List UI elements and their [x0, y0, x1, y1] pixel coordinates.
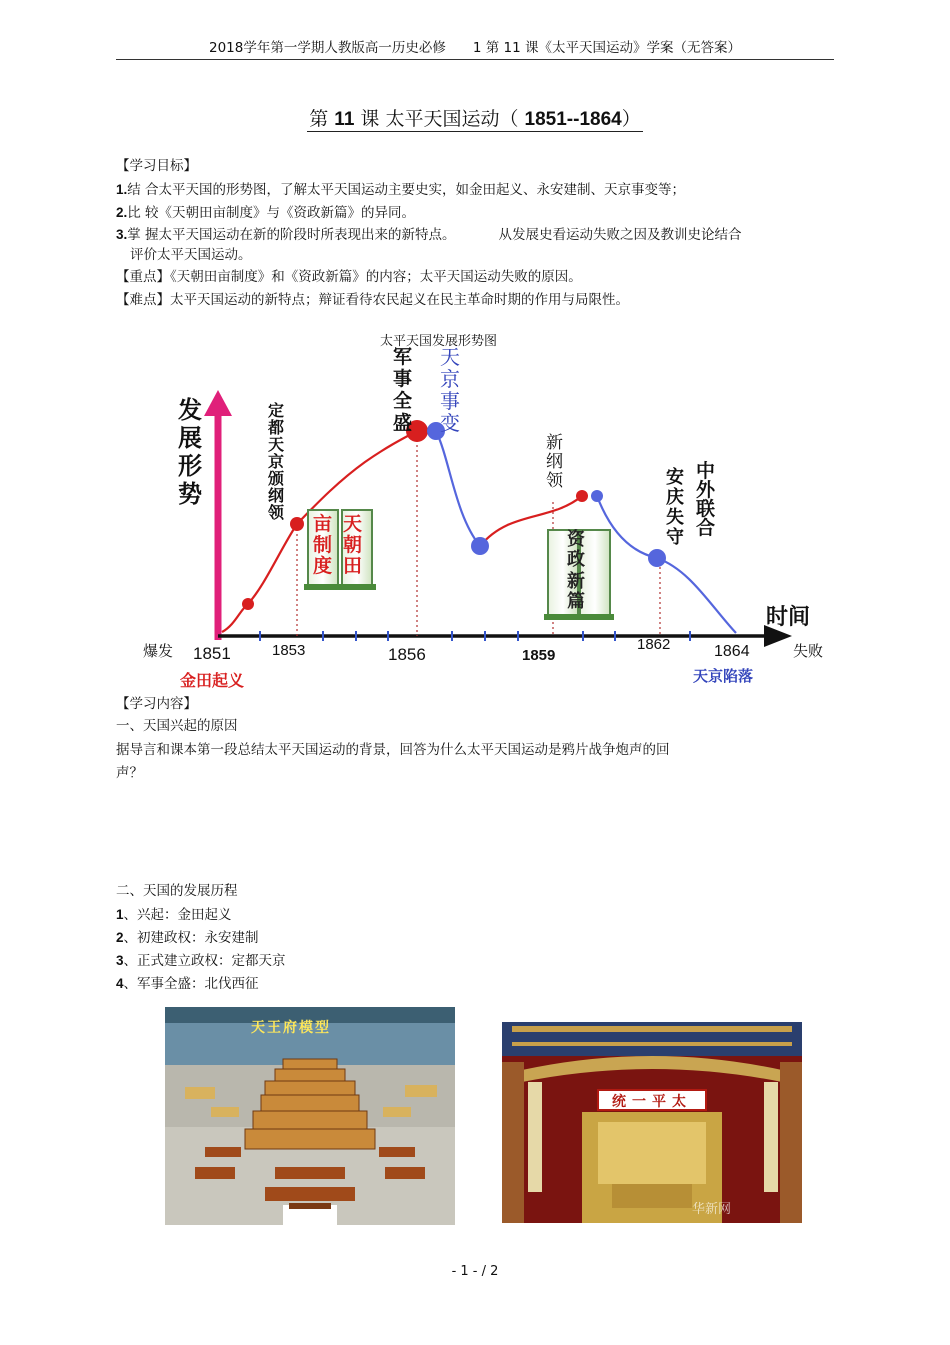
dot-new-program	[576, 490, 588, 502]
event-label-incident: 天京事变	[440, 345, 460, 435]
event-label-anqing: 安庆失守	[666, 467, 684, 548]
start-label: 爆发	[143, 642, 174, 660]
section-1-question: 据导言和课本第一段总结太平天国运动的背景，回答为什么太平天国运动是鸦片战争炮声的回	[116, 742, 670, 758]
x-tick-label: 1856	[388, 645, 426, 664]
book-label-zizheng-2: 新篇	[567, 571, 585, 612]
goal-item-1: 1.结 合太平天国的形势图，了解太平天国运动主要史实，如金田起义、永安建制、天京事变等；	[116, 182, 686, 198]
throne-photo	[502, 1022, 802, 1223]
x-tick-label: 1864	[714, 643, 750, 660]
page-header: 2018学年第一学期人教版高一历史必修 1 第 11 课《太平天国运动》学案（无答案）	[116, 36, 834, 60]
stage-item: 1、兴起：金田起义	[116, 907, 232, 923]
section-2-title: 二、天国的发展历程	[116, 883, 238, 899]
palace-model-photo	[165, 1007, 455, 1225]
event-label-jintian: 金田起义	[180, 671, 245, 690]
x-tick-label: 1862	[637, 636, 671, 653]
stage-item: 4、军事全盛：北伐西征	[116, 976, 259, 992]
key-points: 【重点】《天朝田亩制度》和《资政新篇》的内容；太平天国运动失败的原因。	[116, 269, 582, 285]
book-label-zizheng-1: 资政	[567, 529, 585, 570]
book-label-tianchao-1: 天朝田	[343, 513, 363, 577]
page-number: - 1 - / 2	[451, 1264, 499, 1279]
taiping-chart	[130, 340, 840, 690]
event-label-new-program: 新纲领	[546, 433, 563, 491]
chart-title: 太平天国发展形势图	[380, 334, 498, 349]
event-label-fall: 天京陷落	[693, 667, 754, 685]
lesson-title: 第 11 课 太平天国运动（ 1851--1864）	[309, 108, 641, 130]
stage-item: 3、正式建立政权：定都天京	[116, 953, 286, 969]
dot-jintian	[242, 598, 254, 610]
stage-item: 2、初建政权：永安建制	[116, 930, 259, 946]
event-label-alliance: 中外联合	[696, 460, 716, 539]
section-1-title: 一、天国兴起的原因	[116, 718, 238, 734]
event-label-dingdu: 定都天京颁纲领	[268, 401, 285, 522]
x-axis-label: 时间	[766, 605, 811, 630]
fall-curve-1	[436, 431, 480, 546]
photo-watermark: 华新网	[692, 1202, 732, 1217]
x-tick-label: 1851	[193, 644, 231, 663]
goal-item-2: 2.比 较《天朝田亩制度》与《资政新篇》的异同。	[116, 205, 416, 221]
content-heading: 【学习内容】	[116, 696, 197, 712]
y-axis-arrowhead	[204, 390, 232, 416]
event-label-quansheng: 军事全盛	[393, 346, 413, 434]
section-1-question-cont: 声？	[116, 765, 143, 781]
goal-item-3-cont: 评价太平天国运动。	[130, 247, 252, 263]
end-label: 失败	[793, 642, 824, 660]
dot-trough	[471, 537, 489, 555]
goals-heading: 【学习目标】	[116, 158, 197, 174]
dot-tianjing	[290, 517, 304, 531]
dot-anqing	[648, 549, 666, 567]
goal-item-3: 3.掌 握太平天国运动在新的阶段时所表现出来的新特点。 从发展史看运动失败之因及教训史论结合	[116, 227, 742, 243]
palace-model-banner: 天王府模型	[251, 1020, 331, 1036]
y-axis-label: 发展形势	[178, 395, 202, 508]
x-tick-label: 1859	[522, 647, 556, 664]
throne-plaque: 统一平太	[612, 1094, 692, 1110]
dot-incident-2	[591, 490, 603, 502]
book-label-tianchao-2: 亩制度	[313, 513, 333, 577]
difficult-points: 【难点】太平天国运动的新特点；辩证看待农民起义在民主革命时期的作用与局限性。	[116, 292, 629, 308]
x-tick-label: 1853	[272, 642, 306, 659]
palace-model-image	[165, 1007, 455, 1225]
throne-image	[502, 1022, 802, 1223]
